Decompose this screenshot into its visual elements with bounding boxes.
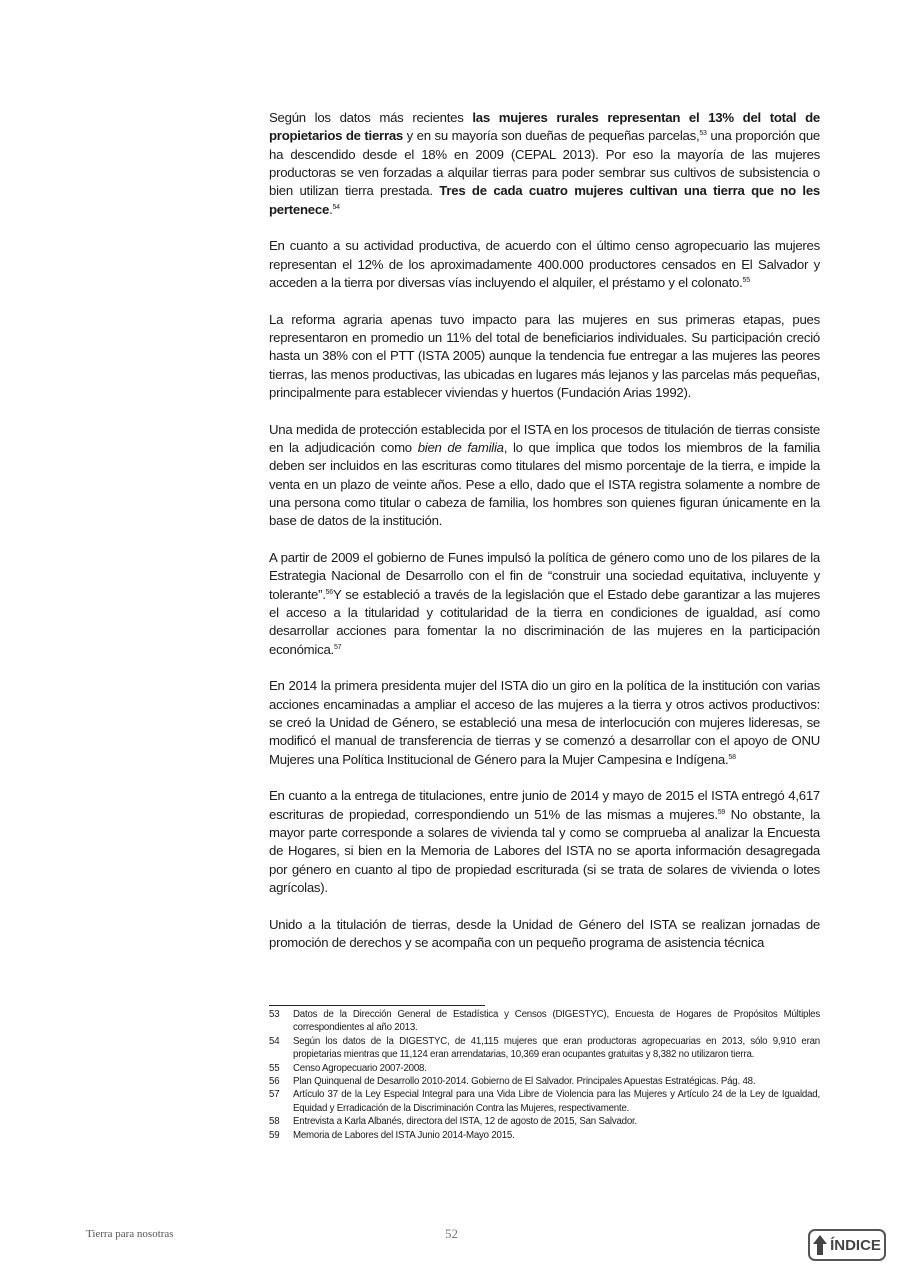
- page-number: 52: [445, 1226, 458, 1241]
- text-run: Unido a la titulación de tierras, desde la Unidad de Género del ISTA se realizan jornadas de promoción de derechos y se acompaña con un pequeño programa de asistencia técnica: [269, 916, 820, 951]
- footnote: [269, 1062, 820, 1075]
- text-run: A partir de 2009 el gobierno de Funes impulsó la política de género como uno de los pilares de la Estrategia Nacional de Desarrollo con el fin de “construir una sociedad equitativa, incluyente y tolerante”.: [269, 550, 820, 602]
- footnote: [269, 1088, 820, 1115]
- footnote-ref[interactable]: 53: [699, 130, 707, 138]
- footnote-text: Entrevista a Karla Albanés, directora del ISTA, 12 de agosto de 2015, San Salvador.: [293, 1116, 638, 1128]
- paragraph: [269, 237, 820, 292]
- footnote-number: 58: [269, 1116, 280, 1128]
- arrow-up-icon: [813, 1235, 827, 1255]
- paragraph: [269, 549, 820, 659]
- footnotes: [269, 1008, 820, 1142]
- text-run: .: [329, 201, 333, 217]
- footnote-text: Artículo 37 de la Ley Especial Integral para una Vida Libre de Violencia para las Mujeres y Artículo 24 de la Ley de Igualdad, Equidad y Erradicación de la Discriminación Contra las Mujeres, respectivamente.: [293, 1089, 820, 1114]
- text-run: No obstante, la mayor parte corresponde a solares de vivienda tal y como se comprueba al analizar la Encuesta de Hogares, si bien en la Memoria de Labores del ISTA no se aporta información desagregada por género en cuanto al tipo de propiedad escriturada (si se trata de solares de vivienda o lotes agrícolas).: [269, 806, 820, 896]
- paragraph: [269, 311, 820, 403]
- footnote-ref[interactable]: 57: [333, 643, 342, 651]
- footnote-ref[interactable]: 55: [742, 277, 750, 285]
- footnote: [269, 1115, 820, 1128]
- text-run: La reforma agraria apenas tuvo impacto para las mujeres en sus primeras etapas, pues representaron en promedio un 11% del total de beneficiarios individuales. Su participación creció hasta un 38% con el PTT (ISTA 2005) aunque la tendencia fue entregar a las mujeres las peores tierras, las menos productivas, las ubicadas en lugares más lejanos y las parcelas más pequeñas, principalmente para establecer viviendas y huertos (Fundación Arias 1992).: [269, 311, 820, 401]
- footnote-ref[interactable]: 59: [717, 808, 726, 816]
- footnote-text: Plan Quinquenal de Desarrollo 2010-2014. Gobierno de El Salvador. Principales Apuestas Estratégicas. Pág. 48.: [293, 1076, 756, 1088]
- text-run: En cuanto a su actividad productiva, de acuerdo con el último censo agropecuario las mujeres representan el 12% de los aproximadamente 400.000 productores censados en El Salvador y acceden a la tierra por diversas vías incluyendo el alquiler, el préstamo y el colonato.: [269, 238, 820, 291]
- footnote-number: 54: [269, 1035, 280, 1047]
- paragraph: [269, 787, 820, 897]
- footnote-text: Datos de la Dirección General de Estadística y Censos (DIGESTYC), Encuesta de Hogares de Propósitos Múltiples correspondientes al año 2013.: [293, 1009, 820, 1034]
- text-run: Una medida de protección establecida por el ISTA en los procesos de titulación de tierras consiste en la adjudicación como: [269, 421, 820, 456]
- text-run: En 2014 la primera presidenta mujer del ISTA dio un giro en la política de la institución con varias acciones encaminadas a ampliar el acceso de las mujeres a la tierra y otros activos productivos: se creó la Unidad de Género, se estableció una mesa de interlocución con mujeres lideresas, se modificó el manual de transferencia de tierras y se comenzó a desarrollar con el apoyo de ONU Mujeres una Política Institucional de Género para la Mujer Campesina e Indígena.: [269, 678, 820, 767]
- text-run: , lo que implica que todos los miembros de la familia deben ser incluidos en las escrituras como titulares del mismo porcentaje de la tierra, e impide la venta en un plazo de veinte años. Pese a ello, dado que el ISTA registra solamente a nombre de una persona como titular o cabeza de familia, los hombres son quienes figuran únicamente en la base de datos de la institución.: [269, 440, 820, 529]
- footnote-text: Según los datos de la DIGESTYC, de 41,115 mujeres que eran productoras agropecuarias en 2013, sólo 9,910 eran propietarias mientras que 11,124 eran arrendatarias, 10,369 eran ocupantes gratuitas y 8,382 no utilizaron tierra.: [293, 1035, 820, 1061]
- footnote: [269, 1075, 820, 1088]
- footnote-number: 55: [269, 1062, 280, 1074]
- text-run: Tres de cada cuatro mujeres cultivan una tierra que no les pertenece: [269, 183, 820, 217]
- footnote-ref[interactable]: 54: [332, 203, 340, 211]
- footnote: [269, 1035, 820, 1062]
- text-run: Y se estableció a través de la legislación que el Estado debe garantizar a las mujeres el acceso a la titularidad y cotitularidad de la tierra en condiciones de igualdad, así como desarrollar acciones para fomentar la no discriminación de las mujeres en la participación económica.: [269, 586, 820, 657]
- footnote-number: 57: [269, 1089, 280, 1101]
- footnote-ref[interactable]: 58: [728, 753, 736, 761]
- footer-title: Tierra para nosotras: [86, 1228, 174, 1240]
- paragraph: [269, 109, 820, 219]
- footnote: [269, 1008, 820, 1035]
- footnote: [269, 1129, 820, 1142]
- text-run: Según los datos más recientes: [269, 110, 473, 125]
- footnote-ref[interactable]: 56: [325, 588, 333, 596]
- index-button[interactable]: [808, 1229, 886, 1261]
- paragraph: [269, 916, 820, 953]
- footnote-number: 59: [269, 1129, 280, 1141]
- footnote-text: Memoria de Labores del ISTA Junio 2014-Mayo 2015.: [293, 1129, 515, 1141]
- text-run: En cuanto a la entrega de titulaciones, entre junio de 2014 y mayo de 2015 el ISTA entregó 4,617 escrituras de propiedad, correspondiendo un 51% de las mismas a mujeres.: [269, 788, 820, 822]
- footnote-number: 53: [269, 1009, 280, 1020]
- footnote-text: Censo Agropecuario 2007-2008.: [293, 1062, 427, 1074]
- footnote-number: 56: [269, 1076, 280, 1088]
- text-run: las mujeres rurales representan el 13% del total de propietarios de tierras: [269, 110, 820, 144]
- paragraph: [269, 421, 820, 531]
- text-run: y en su mayoría son dueñas de pequeñas parcelas,: [403, 128, 700, 144]
- body-text: [269, 109, 820, 971]
- index-button-label: ÍNDICE: [830, 1236, 881, 1254]
- text-run: bien de familia: [417, 440, 504, 456]
- text-run: una proporción que ha descendido desde el 18% en 2009 (CEPAL 2013). Por eso la mayoría de las mujeres productoras se ven forzadas a alquilar tierras para poder sembrar sus cultivos de subsistencia o bien utilizan tierra prestada.: [269, 128, 820, 199]
- footnote-divider: [269, 1005, 485, 1006]
- paragraph: [269, 677, 820, 769]
